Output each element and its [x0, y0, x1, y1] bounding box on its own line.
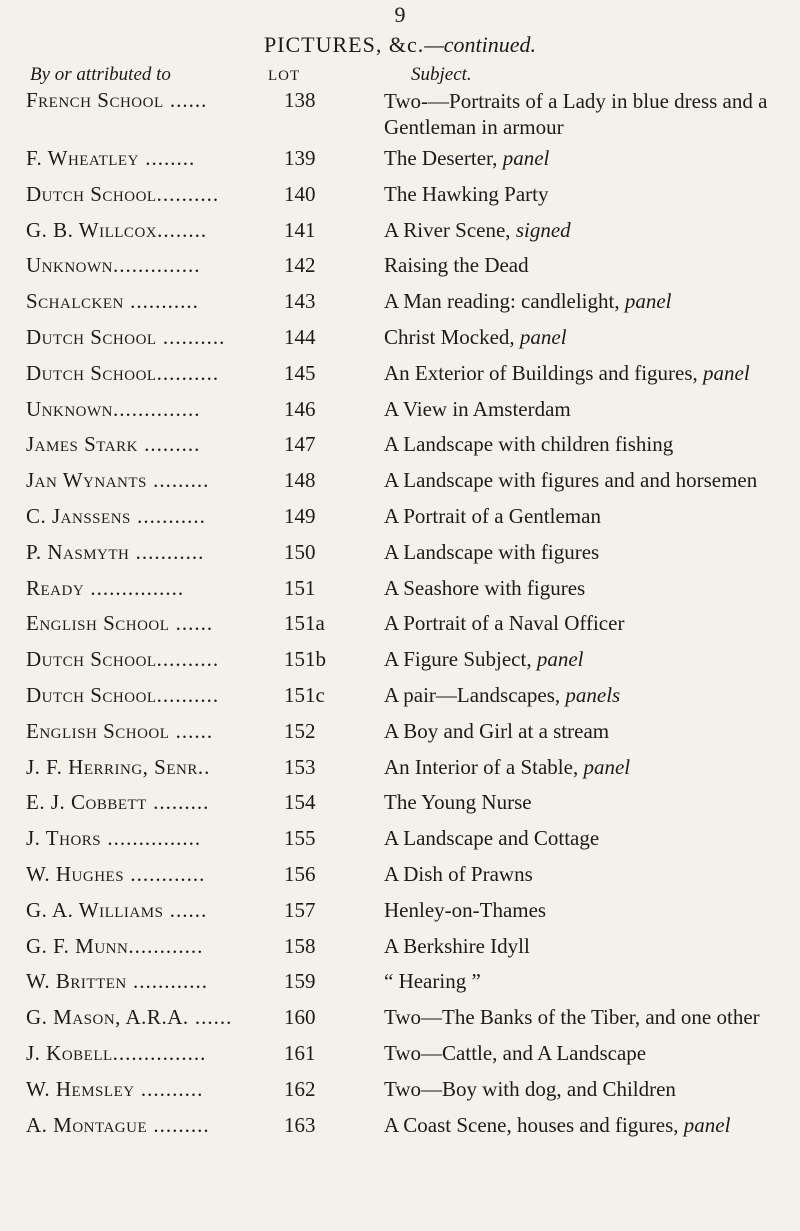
- catalogue-row: [0, 361, 800, 397]
- lot-number: 161: [284, 1040, 316, 1065]
- lot-number: 149: [284, 503, 316, 528]
- lot-number: 158: [284, 933, 316, 958]
- artist-name: P. Nasmyth ...........: [26, 539, 205, 564]
- artist-name: C. Janssens ...........: [26, 503, 206, 528]
- subject-text: A Figure Subject, panel: [384, 647, 584, 672]
- section-heading: [0, 32, 800, 58]
- lot-number: 145: [284, 360, 316, 385]
- subject-text: The Deserter, panel: [384, 146, 550, 170]
- catalogue-row: [0, 1077, 800, 1113]
- lot-number: 142: [284, 253, 316, 278]
- catalogue-row: [0, 683, 800, 719]
- subject-text: The Young Nurse: [384, 790, 532, 815]
- lot-number: 152: [284, 718, 316, 743]
- artist-name: Dutch School..........: [26, 647, 220, 672]
- lot-number: 146: [284, 396, 316, 421]
- artist-name: English School ......: [26, 611, 214, 636]
- artist-name: Jan Wynants .........: [26, 468, 210, 493]
- catalogue-row: [0, 146, 800, 182]
- catalogue-row: [0, 719, 800, 755]
- catalogue-row: [0, 934, 800, 970]
- subject-text: Two—The Banks of the Tiber, and one other: [384, 1005, 760, 1030]
- heading-title: PICTURES, &c.: [263, 32, 425, 57]
- medium-note: panel: [519, 324, 567, 349]
- medium-note: panel: [502, 146, 550, 170]
- catalogue-row: [0, 576, 800, 612]
- lot-number: 151b: [284, 647, 326, 672]
- artist-name: French School ......: [26, 88, 208, 112]
- subject-text: A View in Amsterdam: [384, 396, 571, 421]
- lot-number: 147: [284, 432, 316, 457]
- lot-number: 156: [284, 861, 316, 886]
- catalogue-row: [0, 325, 800, 361]
- page-number: 9: [394, 2, 406, 27]
- artist-name: James Stark .........: [26, 432, 201, 457]
- artist-name: Dutch School ..........: [26, 324, 226, 349]
- catalogue-row: [0, 88, 800, 146]
- artist-name: Schalcken ...........: [26, 289, 199, 314]
- subject-text: Two—Boy with dog, and Children: [384, 1076, 676, 1101]
- subject-text: A Landscape with figures: [384, 539, 600, 564]
- medium-note: panel: [703, 360, 750, 385]
- lot-number: 150: [284, 539, 316, 564]
- lot-number: 159: [284, 969, 316, 994]
- catalogue-row: [0, 826, 800, 862]
- subject-text: A Berkshire Idyll: [384, 933, 530, 958]
- lot-number: 160: [284, 1005, 316, 1030]
- catalogue-row: [0, 432, 800, 468]
- catalogue-row: [0, 611, 800, 647]
- subject-text: The Hawking Party: [384, 181, 549, 206]
- lot-number: 151: [284, 575, 316, 600]
- subject-text: Henley-on-Thames: [384, 897, 547, 922]
- lot-number: 138: [284, 88, 316, 112]
- medium-note: panel: [583, 754, 631, 779]
- artist-name: English School ......: [26, 718, 214, 743]
- subject-text: A pair—Landscapes, panels: [384, 682, 621, 707]
- lot-number: 153: [284, 754, 316, 779]
- catalogue-row: [0, 289, 800, 325]
- catalogue-row: [0, 1005, 800, 1041]
- artist-name: G. B. Willcox........: [26, 217, 208, 242]
- subject-text: An Interior of a Stable, panel: [384, 754, 631, 779]
- subject-text: A Man reading: candlelight, panel: [384, 289, 672, 314]
- subject-text: Two-—Portraits of a Lady in blue dress and a Gentleman in armour: [384, 89, 768, 139]
- catalogue-row: [0, 647, 800, 683]
- subject-text: A Landscape and Cottage: [384, 826, 600, 851]
- artist-name: J. Kobell...............: [26, 1040, 207, 1065]
- catalogue-row: [0, 790, 800, 826]
- catalogue-row: [0, 540, 800, 576]
- artist-name: E. J. Cobbett .........: [26, 790, 210, 815]
- subject-text: Two—Cattle, and A Landscape: [384, 1040, 647, 1065]
- lot-number: 157: [284, 897, 316, 922]
- catalogue-list: [0, 88, 800, 1148]
- artist-name: Dutch School..........: [26, 682, 220, 707]
- heading-continued: —continued.: [424, 32, 537, 57]
- catalogue-row: [0, 253, 800, 289]
- medium-note: panel: [624, 289, 672, 314]
- subject-text: A Dish of Prawns: [384, 861, 533, 886]
- lot-number: 155: [284, 826, 316, 851]
- lot-number: 144: [284, 324, 316, 349]
- artist-name: Dutch School..........: [26, 360, 220, 385]
- catalogue-row: [0, 218, 800, 254]
- subject-text: A Coast Scene, houses and figures, panel: [384, 1112, 731, 1137]
- artist-name: G. A. Williams ......: [26, 897, 208, 922]
- subject-text: Christ Mocked, panel: [384, 324, 567, 349]
- artist-name: F. Wheatley ........: [26, 146, 196, 170]
- lot-number: 148: [284, 468, 316, 493]
- catalogue-row: [0, 504, 800, 540]
- artist-name: Ready ...............: [26, 575, 185, 600]
- subject-text: A Seashore with figures: [384, 575, 586, 600]
- medium-note: panels: [565, 682, 621, 707]
- lot-number: 151a: [284, 611, 325, 636]
- catalogue-row: [0, 1113, 800, 1149]
- subject-text: “ Hearing ”: [384, 969, 481, 994]
- subject-text: An Exterior of Buildings and figures, panel: [384, 360, 750, 385]
- lot-number: 162: [284, 1076, 316, 1101]
- column-header-subject: Subject.: [411, 64, 472, 85]
- artist-name: W. Britten ............: [26, 969, 208, 994]
- subject-text: A Portrait of a Gentleman: [384, 503, 601, 528]
- artist-name: A. Montague .........: [26, 1112, 210, 1137]
- subject-text: A Landscape with children fishing: [384, 432, 674, 457]
- catalogue-row: [0, 397, 800, 433]
- artist-name: Unknown..............: [26, 253, 201, 278]
- medium-note: signed: [515, 217, 571, 242]
- artist-name: J. Thors ...............: [26, 826, 202, 851]
- column-header-artist: By or attributed to: [30, 64, 171, 85]
- lot-number: 141: [284, 217, 316, 242]
- catalogue-row: [0, 862, 800, 898]
- column-header-lot: LOT: [268, 68, 301, 84]
- catalogue-row: [0, 755, 800, 791]
- artist-name: Unknown..............: [26, 396, 201, 421]
- subject-text: A Portrait of a Naval Officer: [384, 611, 625, 636]
- catalogue-row: [0, 1041, 800, 1077]
- subject-text: Raising the Dead: [384, 253, 529, 278]
- artist-name: G. F. Munn............: [26, 933, 204, 958]
- catalogue-row: [0, 969, 800, 1005]
- medium-note: panel: [683, 1112, 731, 1137]
- artist-name: W. Hemsley ..........: [26, 1076, 204, 1101]
- lot-number: 143: [284, 289, 316, 314]
- lot-number: 163: [284, 1112, 316, 1137]
- lot-number: 154: [284, 790, 316, 815]
- catalogue-row: [0, 898, 800, 934]
- artist-name: G. Mason, A.R.A. ......: [26, 1005, 233, 1030]
- subject-text: A River Scene, signed: [384, 217, 571, 242]
- medium-note: panel: [536, 647, 584, 672]
- lot-number: 139: [284, 146, 316, 170]
- subject-text: A Landscape with figures and and horsemen: [384, 468, 758, 493]
- catalogue-row: [0, 468, 800, 504]
- artist-name: J. F. Herring, Senr..: [26, 754, 211, 779]
- subject-text: A Boy and Girl at a stream: [384, 718, 610, 743]
- catalogue-row: [0, 182, 800, 218]
- lot-number: 151c: [284, 682, 325, 707]
- lot-number: 140: [284, 181, 316, 206]
- artist-name: Dutch School..........: [26, 181, 220, 206]
- artist-name: W. Hughes ............: [26, 861, 206, 886]
